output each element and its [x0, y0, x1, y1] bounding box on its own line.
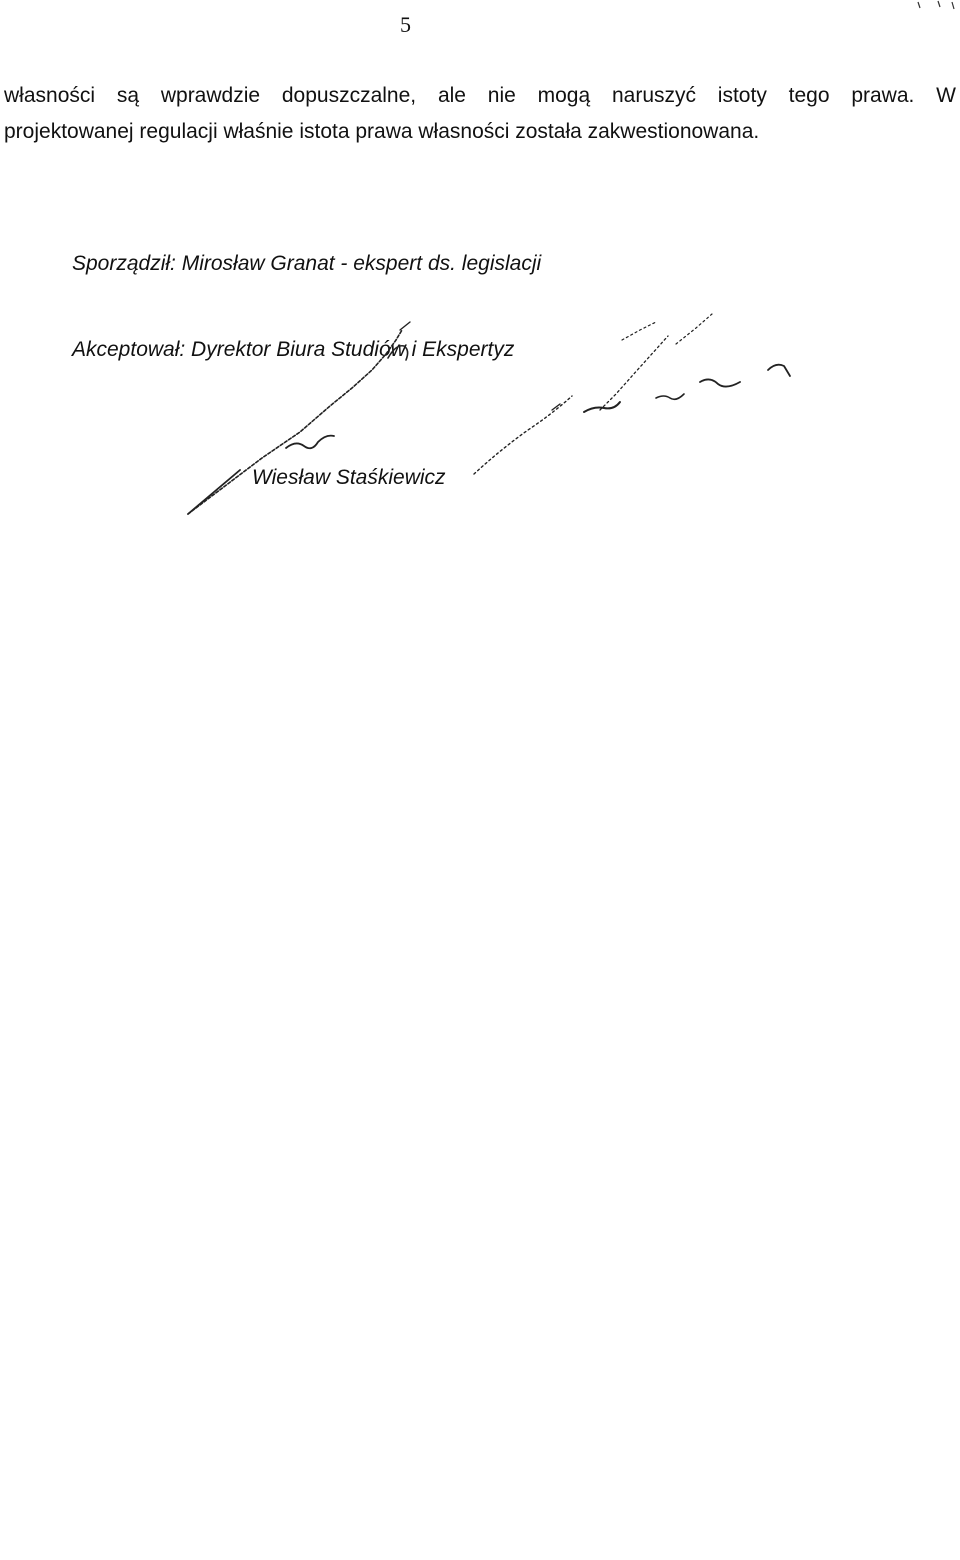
prepared-by: Sporządził: Mirosław Granat - ekspert ds. legislacji [72, 252, 542, 275]
body-text [4, 78, 956, 150]
body-line-1: własności są wprawdzie dopuszczalne, ale nie mogą naruszyć istoty tego prawa. W [4, 84, 956, 107]
body-line-2: projektowanej regulacji właśnie istota prawa własności została zakwestionowana. [4, 120, 760, 143]
accepted-by: Akceptował: Dyrektor Biura Studiów i Ekspertyz [72, 338, 515, 361]
signatory-name: Wiesław Staśkiewicz [252, 466, 446, 489]
page-number: 5 [400, 12, 411, 37]
corner-mark [900, 0, 960, 12]
